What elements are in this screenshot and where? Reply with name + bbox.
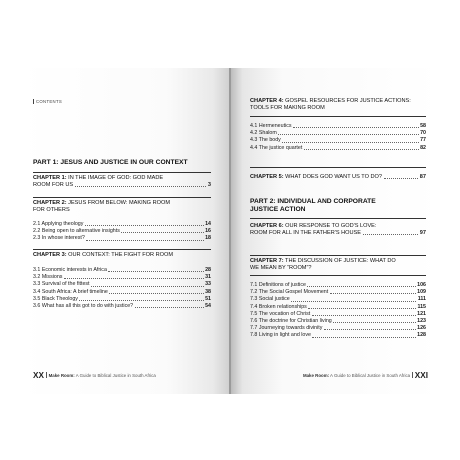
toc-entry[interactable]: 7.2 The Social Gospel Movement 109 [250,289,426,296]
chapter-2-entries [33,221,211,243]
chapter-1-heading: CHAPTER 1: IN THE IMAGE OF GOD: GOD MADE [33,175,164,181]
divider [33,249,211,250]
chapter-3-entries [33,267,211,310]
toc-entry[interactable]: 7.1 Definitions of justice 106 [250,282,426,288]
page-number-right: XXI [414,371,428,380]
divider [33,172,211,173]
divider [250,275,426,276]
chapter-4-entries [250,123,426,152]
right-footer: Make Room: A Guide to Biblical Justice in South Africa XXI [302,371,428,380]
toc-entry[interactable]: 3.5 Black Theology 51 [33,295,211,302]
toc-entry[interactable]: 7.6 The doctrine for Christian living 123 [250,318,426,325]
part-1-title: PART 1: JESUS AND JUSTICE IN OUR CONTEXT [33,159,188,166]
book-spread [20,68,440,394]
chapter-7-entries [250,282,426,340]
toc-entry[interactable]: 3.2 Missions 31 [33,274,211,281]
chapter-6 [250,223,426,237]
toc-entry[interactable]: 7.7 Journeying towards divinity 126 [250,325,426,332]
toc-entry[interactable]: 3.1 Economic interests in Africa 28 [33,267,211,273]
toc-entry[interactable]: 2.3 In whose interest? 18 [33,235,211,242]
toc-entry[interactable]: 7.3 Social justice 111 [250,296,426,303]
chapter-5[interactable]: CHAPTER 5: WHAT DOES GOD WANT US TO DO? 87 [250,174,426,180]
toc-entry[interactable]: 4.2 Shalom 70 [250,130,426,137]
toc-entry[interactable]: 3.4 South Africa: A brief timeline 38 [33,288,211,295]
chapter-1-row: ROOM FOR US 3 [33,182,211,189]
page-number: 87 [419,174,426,180]
book-spine [229,68,231,394]
toc-entry[interactable]: 7.8 Living in light and love 128 [250,332,426,339]
toc-entry[interactable]: 4.1 Hermeneutics 58 [250,123,426,129]
right-page [230,68,440,394]
chapter-7: CHAPTER 7: THE DISCUSSION OF JUSTICE: WHAT DO WE MEAN BY “ROOM”? [250,258,426,272]
toc-entry[interactable]: 7.5 The vocation of Christ 121 [250,310,426,317]
running-head: CONTENTS [33,99,62,104]
toc-entry[interactable]: 2.1 Applying theology 14 [33,221,211,227]
page-number: 3 [207,182,211,189]
divider [250,116,426,117]
part-2-title: PART 2: INDIVIDUAL AND CORPORATE JUSTICE ACTION [250,198,376,213]
toc-entry[interactable]: 2.2 Being open to alternative insights 16 [33,228,211,235]
chapter-1 [33,175,211,189]
chapter-4-heading: CHAPTER 4: GOSPEL RESOURCES FOR JUSTICE ACTIONS: [250,98,411,104]
page-number-left: XX [33,371,44,380]
divider [250,218,426,219]
toc-entry[interactable]: 3.6 What has all this got to do with justice? 54 [33,303,211,310]
toc-entry[interactable]: 7.4 Broken relationships 115 [250,303,426,310]
chapter-6-heading: CHAPTER 6: OUR RESPONSE TO GOD'S LOVE: [250,223,377,229]
chapter-2: CHAPTER 2: JESUS FROM BELOW: MAKING ROOM FOR OTHERS [33,200,211,214]
chapter-6-row[interactable]: ROOM FOR ALL IN THE FATHER'S HOUSE 97 [250,230,426,237]
chapter-7-heading: CHAPTER 7: THE DISCUSSION OF JUSTICE: WHAT DO [250,258,396,264]
chapter-4: CHAPTER 4: GOSPEL RESOURCES FOR JUSTICE ACTIONS: TOOLS FOR MAKING ROOM [250,98,426,112]
toc-entry[interactable]: 4.4 The justice quartet 82 [250,144,426,151]
divider [250,255,426,256]
toc-entry[interactable]: 4.3 The body 77 [250,137,426,144]
left-footer: XX Make Room: A Guide to Biblical Justice in South Africa [33,371,156,380]
chapter-3-heading: CHAPTER 3: OUR CONTEXT: THE FIGHT FOR ROOM [33,252,173,258]
left-page [20,68,230,394]
divider [250,167,426,168]
divider [33,197,211,198]
toc-entry[interactable]: 3.3 Survival of the fittest 33 [33,281,211,288]
page-number: 97 [419,230,426,237]
chapter-2-heading: CHAPTER 2: JESUS FROM BELOW: MAKING ROOM [33,200,170,206]
